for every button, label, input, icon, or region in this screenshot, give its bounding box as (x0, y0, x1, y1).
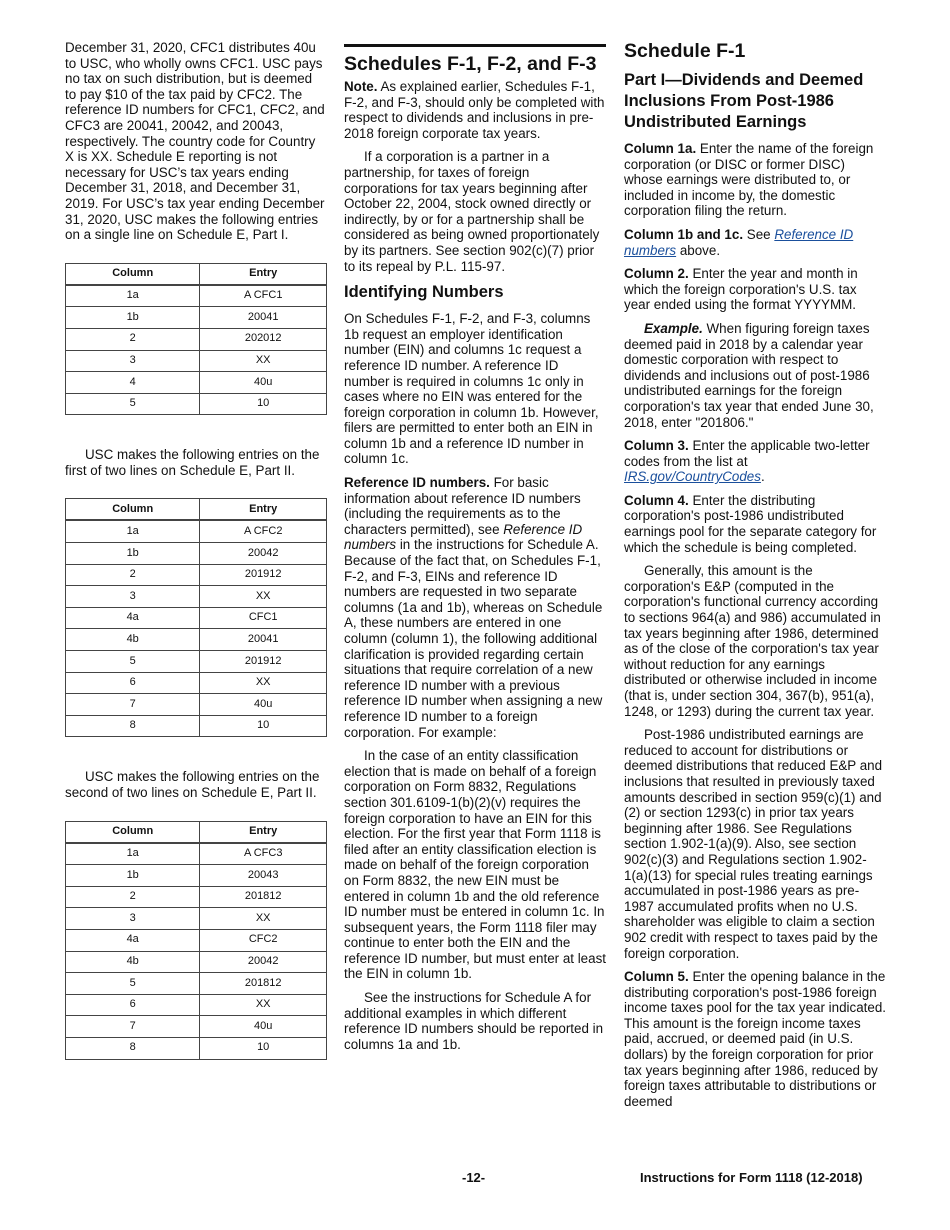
cell-column: 3 (66, 908, 200, 930)
cell-column: 4 (66, 372, 200, 394)
cell-entry: 20042 (200, 543, 327, 565)
header-column: Column (66, 263, 200, 285)
identifying-numbers-heading: Identifying Numbers (344, 283, 504, 302)
column-middle (344, 44, 606, 1060)
cell-entry: A CFC1 (200, 285, 327, 307)
table-row (66, 865, 327, 887)
column-1b-text-b: above. (676, 242, 721, 258)
table-row (66, 1016, 327, 1038)
table-row (66, 908, 327, 930)
country-codes-link[interactable]: IRS.gov/CountryCodes (624, 469, 761, 485)
schedules-f-heading: Schedules F-1, F-2, and F-3 (344, 53, 597, 75)
table-row (66, 520, 327, 542)
reference-id-text-b: in the instructions for Schedule A. Because of the fact that, on Schedules F-1, F-2, and F-3, EINs and reference ID numbers are requested in two separate columns (1a and 1b), whereas on Schedule A, these numbers are entered in one column (column 1), the following additional clarification is provided regarding certain situations that require correlation of a new reference ID number with a previous reference ID number when assigning a new reference ID number to a foreign corporation. For example: (344, 537, 603, 740)
column-5-lead: Column 5. (624, 969, 689, 985)
cell-column: 3 (66, 350, 200, 372)
cell-entry: 40u (200, 1016, 327, 1038)
entries-table-1 (65, 263, 327, 416)
header-column: Column (66, 821, 200, 843)
cell-entry: 10 (200, 715, 327, 737)
table-row (66, 672, 327, 694)
cell-entry: 40u (200, 372, 327, 394)
entity-classification-paragraph: In the case of an entity classification election that is made on behalf of a foreign corporation on Form 8832, Regulations section 301.6109-1(b)(2)(v) requires the foreign corporation to have an EIN for this election. For the first year that Form 1118 is filed after an entity classification election is made on behalf of the foreign corporation on Form 8832, the new EIN must be entered in column 1b and the old reference ID number must be entered in column 1c. In subsequent years, the Form 1118 filer may continue to enter both the EIN and the reference ID number, but must enter at least the EIN in column 1b. (344, 748, 606, 982)
column-2-paragraph (624, 266, 886, 313)
column-2-text: Enter the year and month in which the foreign corporation's U.S. tax year ended using the format YYYYMM. (624, 266, 858, 313)
column-3-lead: Column 3. (624, 438, 689, 454)
schedule-f1-heading: Schedule F-1 (624, 40, 746, 62)
cell-column: 1a (66, 520, 200, 542)
cell-column: 5 (66, 393, 200, 415)
column-left (65, 40, 327, 1068)
part-1-heading: Part I—Dividends and Deemed Inclusions From Post-1986 Undistributed Earnings (624, 71, 864, 131)
cell-entry: 10 (200, 393, 327, 415)
cell-column: 2 (66, 564, 200, 586)
post-1986-paragraph: Post-1986 undistributed earnings are reduced to account for distributions or deemed distributions that reduced E&P and inclusions that resulted in previously taxed amounts described in section 959(c)(1) and (2) or section 1293(c) in prior tax years beginning after 1986. See Regulations section 1.902-1(a)(9). Also, see section 902(c)(3) and Regulations section 1.902-1(a)(13) for special rules treating earnings accumulated in post-1986 years as pre-1987 accumulated profits when no U.S. shareholder was eligible to claim a section 902 credit with respect to taxes paid by the foreign corporation. (624, 727, 883, 961)
table-row (66, 328, 327, 350)
cell-column: 1b (66, 307, 200, 329)
cell-column: 6 (66, 994, 200, 1016)
schedule-e-part2-line2-text: USC makes the following entries on the second of two lines on Schedule E, Part II. (65, 769, 320, 800)
table-row (66, 543, 327, 565)
table-row (66, 586, 327, 608)
table-row (66, 651, 327, 673)
entries-table-3 (65, 821, 327, 1060)
example-paragraph (624, 321, 886, 430)
form-footer-title: Instructions for Form 1118 (12-2018) (640, 1170, 863, 1185)
column-5-paragraph (624, 969, 886, 1109)
cell-column: 2 (66, 328, 200, 350)
table-3-wrap (65, 821, 327, 1060)
cell-entry: XX (200, 994, 327, 1016)
cell-entry: XX (200, 586, 327, 608)
cell-entry: 201912 (200, 564, 327, 586)
cell-column: 4b (66, 629, 200, 651)
example-text: When figuring foreign taxes deemed paid in 2018 by a calendar year domestic corporation with respect to dividends and inclusions out of post-1986 undistributed earnings for the foreign corporation's tax year that ended June 30, 2018, enter "201806." (624, 320, 874, 430)
reference-id-lead: Reference ID numbers. (344, 475, 490, 491)
table-header-row (66, 263, 327, 285)
table-row (66, 564, 327, 586)
column-3-paragraph (624, 438, 886, 485)
header-entry: Entry (200, 263, 327, 285)
cell-entry: 20041 (200, 307, 327, 329)
header-entry: Entry (200, 499, 327, 521)
table-row (66, 350, 327, 372)
note-paragraph (344, 79, 606, 141)
column-4-lead: Column 4. (624, 492, 689, 508)
table-row (66, 929, 327, 951)
reference-id-text-a: For basic information about reference ID numbers (including the requirements as to the characters permitted), see (344, 475, 581, 537)
cell-entry: CFC2 (200, 929, 327, 951)
reference-id-link[interactable]: Reference ID numbers (624, 226, 854, 258)
note-lead: Note. (344, 79, 378, 94)
cell-entry: A CFC2 (200, 520, 327, 542)
column-1a-lead: Column 1a. (624, 141, 697, 156)
column-1b-text-a: See (743, 226, 775, 242)
cell-column: 4a (66, 607, 200, 629)
column-1b-paragraph (624, 227, 886, 258)
partner-paragraph: If a corporation is a partner in a partnership, for taxes of foreign corporations for tax years beginning after October 22, 2004, stock owned directly or indirectly, by or for a partnership shall be considered as being owned proportionately by its partners. See section 902(c)(7) prior to its repeal by P.L. 115-97. (344, 149, 600, 274)
header-entry: Entry (200, 821, 327, 843)
table-row (66, 307, 327, 329)
column-1b-lead: Column 1b and 1c. (624, 226, 744, 242)
table-row (66, 843, 327, 865)
entries-table-2 (65, 498, 327, 737)
table-row (66, 886, 327, 908)
table-row (66, 973, 327, 995)
cell-column: 4a (66, 929, 200, 951)
table-row (66, 715, 327, 737)
cell-column: 3 (66, 586, 200, 608)
column-5-text: Enter the opening balance in the distributing corporation's post-1986 foreign income taxes pool for the tax year indicated. This amount is the foreign income taxes paid, accrued, or deemed paid (in U.S. dollars) by the foreign corporation for prior tax years beginning after 1986, reduced by foreign taxes attributable to distributions or deemed (624, 969, 887, 1109)
cell-entry: XX (200, 672, 327, 694)
cell-column: 1b (66, 543, 200, 565)
header-column: Column (66, 499, 200, 521)
table-row (66, 393, 327, 415)
cell-column: 7 (66, 1016, 200, 1038)
generally-paragraph: Generally, this amount is the corporation's E&P (computed in the corporation's functional currency according to sections 964(a) and 986) accumulated in tax years beginning after 1986, determined as of the close of the corporation's tax year without reduction for any earnings distributed or otherwise included in income (that is, under section 304, 367(b), 951(a), 1248, or 1293) during the current tax year. (624, 563, 881, 719)
column-1a-text: Enter the name of the foreign corporation (or DISC or former DISC) whose earnings were distributed to, or included in income by, the domestic corporation filing the return. (624, 141, 874, 219)
cell-entry: 20042 (200, 951, 327, 973)
table-row (66, 285, 327, 307)
reference-id-italic: Reference ID numbers (344, 521, 583, 553)
table-row (66, 694, 327, 716)
table-2-wrap (65, 498, 327, 737)
cell-column: 4b (66, 951, 200, 973)
example-lead: Example. (644, 320, 703, 336)
column-4-text: Enter the distributing corporation's post-1986 undistributed earnings pool for the separate category for which the schedule is being completed. (624, 492, 877, 555)
table-row (66, 1037, 327, 1059)
column-2-lead: Column 2. (624, 266, 689, 282)
cell-entry: 20043 (200, 865, 327, 887)
cell-entry: CFC1 (200, 607, 327, 629)
cell-column: 2 (66, 886, 200, 908)
table-row (66, 994, 327, 1016)
cell-entry: 10 (200, 1037, 327, 1059)
table-header-row (66, 821, 327, 843)
cell-entry: 201812 (200, 886, 327, 908)
cell-entry: 20041 (200, 629, 327, 651)
identifying-numbers-paragraph: On Schedules F-1, F-2, and F-3, columns 1b request an employer identification number (EIN) and columns 1c request a reference ID number. A reference ID number is required in columns 1c only in cases where no EIN was entered for the foreign corporation in column 1b. However, filers are permitted to enter both an EIN in column 1b and a reference ID number in column 1c. (344, 311, 599, 467)
page-number: -12- (462, 1170, 486, 1185)
column-1a-paragraph (624, 141, 886, 219)
cell-entry: 202012 (200, 328, 327, 350)
reference-id-paragraph (344, 475, 606, 740)
cell-entry: XX (200, 350, 327, 372)
cell-column: 1a (66, 843, 200, 865)
cell-entry: 201812 (200, 973, 327, 995)
schedule-e-part2-line1-text: USC makes the following entries on the first of two lines on Schedule E, Part II. (65, 447, 320, 478)
cell-column: 5 (66, 973, 200, 995)
cell-column: 8 (66, 1037, 200, 1059)
cell-entry: A CFC3 (200, 843, 327, 865)
cell-column: 1a (66, 285, 200, 307)
table-header-row (66, 499, 327, 521)
column-4-paragraph (624, 493, 886, 555)
cell-entry: 40u (200, 694, 327, 716)
see-instructions-paragraph: See the instructions for Schedule A for additional examples in which different reference ID numbers should be reported in columns 1a and 1b. (344, 990, 604, 1052)
column-3-text-b: . (760, 469, 765, 485)
cell-column: 8 (66, 715, 200, 737)
column-right (624, 40, 886, 1117)
cell-column: 6 (66, 672, 200, 694)
intro-paragraph: December 31, 2020, CFC1 distributes 40u to USC, who wholly owns CFC1. USC pays no tax on such distribution, but is deemed to pay $10 of the tax paid by CFC2. The reference ID numbers for CFC1, CFC2, and CFC3 are 20041, 20042, and 20043, respectively. The country code for Country X is XX. Schedule E reporting is not necessary for USC’s tax years ending December 31, 2018, and December 31, 2019. For USC’s tax year ending December 31, 2020, USC makes the following entries on a single line on Schedule E, Part I. (65, 40, 325, 243)
cell-column: 1b (66, 865, 200, 887)
table-row (66, 607, 327, 629)
table-1-wrap (65, 263, 327, 416)
cell-column: 7 (66, 694, 200, 716)
cell-entry: XX (200, 908, 327, 930)
cell-entry: 201912 (200, 651, 327, 673)
note-text: As explained earlier, Schedules F-1, F-2, and F-3, should only be completed with respect to dividends and inclusions in pre-2018 foreign corporate tax years. (344, 79, 605, 141)
column-3-text-a: Enter the applicable two-letter codes from the list at (624, 438, 870, 469)
cell-column: 5 (66, 651, 200, 673)
table-row (66, 372, 327, 394)
table-row (66, 951, 327, 973)
table-row (66, 629, 327, 651)
